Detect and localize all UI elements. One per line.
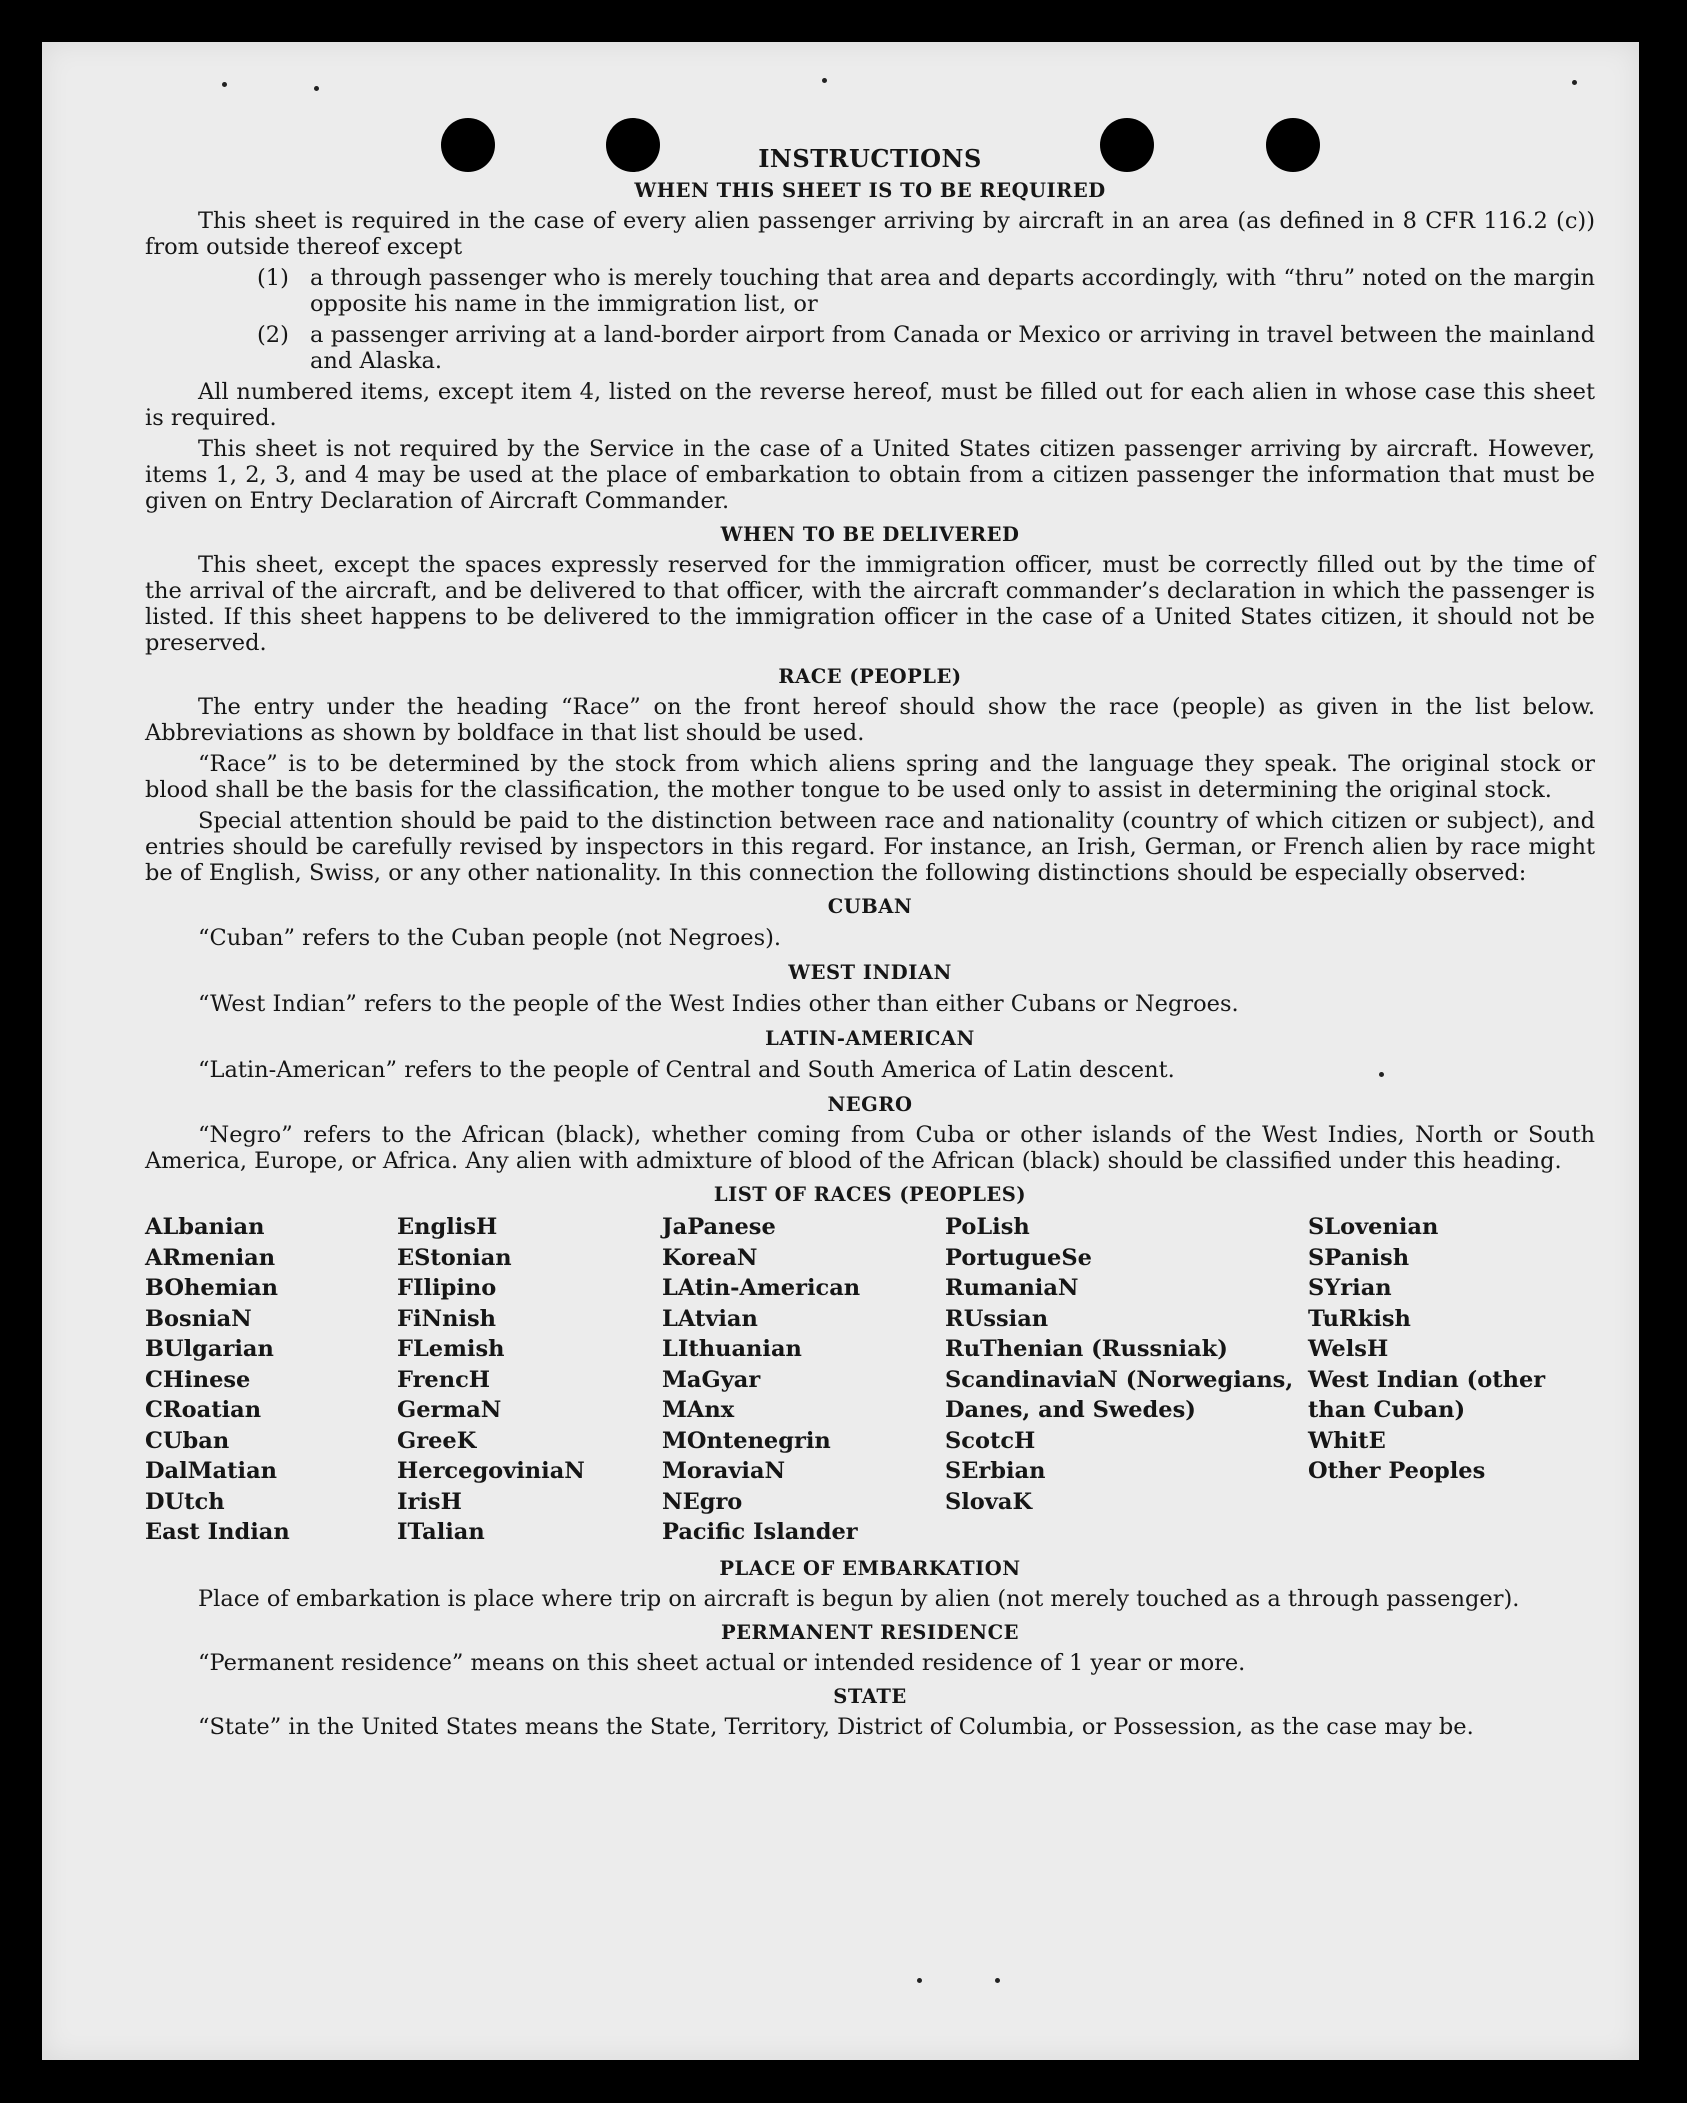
speck: [917, 1978, 922, 1983]
race-column: [1308, 1212, 1595, 1548]
race-entry: DalMatian: [145, 1458, 278, 1484]
race-entry: SYrian: [1308, 1275, 1392, 1301]
race-entry: BUlgarian: [145, 1336, 274, 1362]
race-entry: KoreaN: [662, 1244, 758, 1271]
race-column: [397, 1212, 662, 1548]
race-entry: MoraviaN: [662, 1458, 786, 1484]
race-entry: GreeK: [397, 1427, 477, 1454]
paragraph: Special attention should be paid to the distinction between race and nationality (country of which citizen or subject), and entries should be carefully revised by inspectors in this regard. For instance, an Irish, German, or French alien by race might be of English, Swiss, or any other nationality. In this connection the following distinctions should be especially observed:: [145, 808, 1595, 886]
section-heading: PERMANENT RESIDENCE: [720, 1620, 1019, 1644]
item-text: a through passenger who is merely touching that area and departs accordingly, with “thru” noted on the margin opposite his name in the immigration list, or: [310, 265, 1595, 317]
race-entry: FrencH: [397, 1366, 491, 1393]
speck: [995, 1978, 1000, 1983]
paragraph: “Race” is to be determined by the stock from which aliens spring and the language they speak. The original stock or blood shall be the basis for the classification, the mother tongue to be used only to assist in determining the original stock.: [145, 751, 1595, 803]
section-heading: PLACE OF EMBARKATION: [719, 1556, 1021, 1580]
definition: “Latin-American” refers to the people of Central and South America of Latin descent.: [198, 1057, 1175, 1083]
paragraph: “Permanent residence” means on this sheet actual or intended residence of 1 year or more.: [198, 1649, 1246, 1676]
race-entry: EStonian: [397, 1244, 512, 1271]
race-entry: PortugueSe: [945, 1244, 1092, 1271]
section-heading: WHEN TO BE DELIVERED: [720, 523, 1020, 546]
race-entry: WelsH: [1308, 1336, 1389, 1362]
paragraph: “State” in the United States means the State, Territory, District of Columbia, or Possession, as the case may be.: [198, 1713, 1474, 1740]
race-entry: BOhemian: [145, 1275, 279, 1301]
item-number: (2): [257, 322, 289, 348]
race-list: [145, 1212, 1595, 1548]
race-entry: LAtvian: [662, 1305, 758, 1332]
race-entry: FIlipino: [397, 1275, 497, 1301]
race-entry: MaGyar: [662, 1366, 761, 1393]
race-entry: LIthuanian: [662, 1336, 802, 1362]
page-title: INSTRUCTIONS: [758, 144, 982, 173]
definition: “Cuban” refers to the Cuban people (not Negroes).: [198, 925, 782, 951]
race-entry: CHinese: [145, 1366, 251, 1393]
race-entry: FiNnish: [397, 1305, 497, 1332]
race-entry: MOntenegrin: [662, 1427, 831, 1454]
paragraph: This sheet is required in the case of every alien passenger arriving by aircraft in an area (as defined in 8 CFR 116.2 (c)) from outside thereof except: [145, 208, 1595, 260]
race-entry: MAnx: [662, 1397, 735, 1423]
race-entry: Other Peoples: [1308, 1458, 1486, 1484]
paragraph: The entry under the heading “Race” on the front hereof should show the race (people) as given in the list below. Abbreviations as shown by boldface in that list should be used.: [145, 694, 1595, 746]
race-entry: ScandinaviaN (Norwegians, Danes, and Swedes): [945, 1366, 1294, 1423]
race-entry: East Indian: [145, 1519, 290, 1545]
race-entry: West Indian (other than Cuban): [1308, 1366, 1546, 1423]
section-heading: LATIN-AMERICAN: [765, 1027, 975, 1050]
race-entry: NEgro: [662, 1488, 743, 1515]
paragraph: This sheet, except the spaces expressly reserved for the immigration officer, must be correctly filled out by the time of the arrival of the aircraft, and be delivered to that officer, with the aircraft commander’s declaration in which the passenger is listed. If this sheet happens to be delivered to the immigration officer in the case of a United States citizen, it should not be preserved.: [145, 552, 1595, 656]
race-entry: ITalian: [397, 1519, 485, 1545]
race-entry: SlovaK: [945, 1488, 1033, 1515]
section-heading: CUBAN: [827, 895, 913, 918]
race-entry: WhitE: [1308, 1427, 1386, 1454]
paragraph: “Negro” refers to the African (black), whether coming from Cuba or other islands of the West Indies, North or South America, Europe, or Africa. Any alien with admixture of blood of the African (black) should be classified under this heading.: [145, 1122, 1595, 1174]
race-entry: IrisH: [397, 1488, 462, 1515]
paragraph: Place of embarkation is place where trip on aircraft is begun by alien (not merely touched as a through passenger).: [198, 1585, 1520, 1612]
race-entry: SLovenian: [1308, 1214, 1439, 1240]
race-entry: LAtin-American: [662, 1275, 861, 1301]
item-number: (1): [257, 265, 289, 291]
race-entry: HercegoviniaN: [397, 1458, 585, 1484]
race-entry: PoLish: [945, 1214, 1030, 1240]
instructions-content: [145, 146, 1595, 1745]
paragraph: All numbered items, except item 4, listed on the reverse hereof, must be filled out for each alien in whose case this sheet is required.: [145, 379, 1595, 431]
race-entry: Pacific Islander: [662, 1519, 858, 1545]
section-heading: NEGRO: [827, 1093, 913, 1116]
speck: [314, 86, 319, 91]
race-entry: RuThenian (Russniak): [945, 1336, 1228, 1362]
section-heading: WHEN THIS SHEET IS TO BE REQUIRED: [634, 179, 1106, 202]
race-entry: DUtch: [145, 1488, 225, 1515]
race-entry: JaPanese: [662, 1214, 776, 1240]
race-entry: ScotcH: [945, 1427, 1036, 1454]
race-entry: ALbanian: [145, 1214, 265, 1240]
section-heading: LIST OF RACES (PEOPLES): [713, 1183, 1027, 1206]
race-entry: FLemish: [397, 1336, 505, 1362]
speck: [1572, 80, 1577, 85]
race-entry: RUssian: [945, 1305, 1049, 1332]
race-column: [662, 1212, 945, 1548]
race-column: [945, 1212, 1308, 1548]
definition: “West Indian” refers to the people of the West Indies other than either Cubans or Negroes.: [198, 991, 1239, 1017]
list-item: [145, 265, 1595, 317]
document-page: [42, 42, 1639, 2060]
race-entry: CUban: [145, 1427, 230, 1454]
paragraph: This sheet is not required by the Service in the case of a United States citizen passenger arriving by aircraft. However, items 1, 2, 3, and 4 may be used at the place of embarkation to obtain from a citizen passenger the information that must be given on Entry Declaration of Aircraft Commander.: [145, 436, 1595, 514]
list-item: [145, 322, 1595, 374]
race-entry: CRoatian: [145, 1397, 262, 1423]
section-heading: STATE: [833, 1684, 907, 1708]
section-heading: RACE (PEOPLE): [778, 665, 962, 688]
race-entry: TuRkish: [1308, 1305, 1411, 1332]
race-entry: BosniaN: [145, 1305, 252, 1332]
race-entry: SPanish: [1308, 1244, 1410, 1271]
item-text: a passenger arriving at a land-border airport from Canada or Mexico or arriving in travel between the mainland and Alaska.: [310, 322, 1595, 374]
race-entry: EnglisH: [397, 1214, 498, 1240]
section-heading: WEST INDIAN: [788, 961, 952, 984]
race-entry: SErbian: [945, 1458, 1046, 1484]
speck: [822, 78, 827, 83]
race-column: [145, 1212, 397, 1548]
race-entry: RumaniaN: [945, 1275, 1079, 1301]
race-entry: GermaN: [397, 1397, 502, 1423]
race-entry: ARmenian: [145, 1244, 276, 1271]
speck: [222, 82, 227, 87]
